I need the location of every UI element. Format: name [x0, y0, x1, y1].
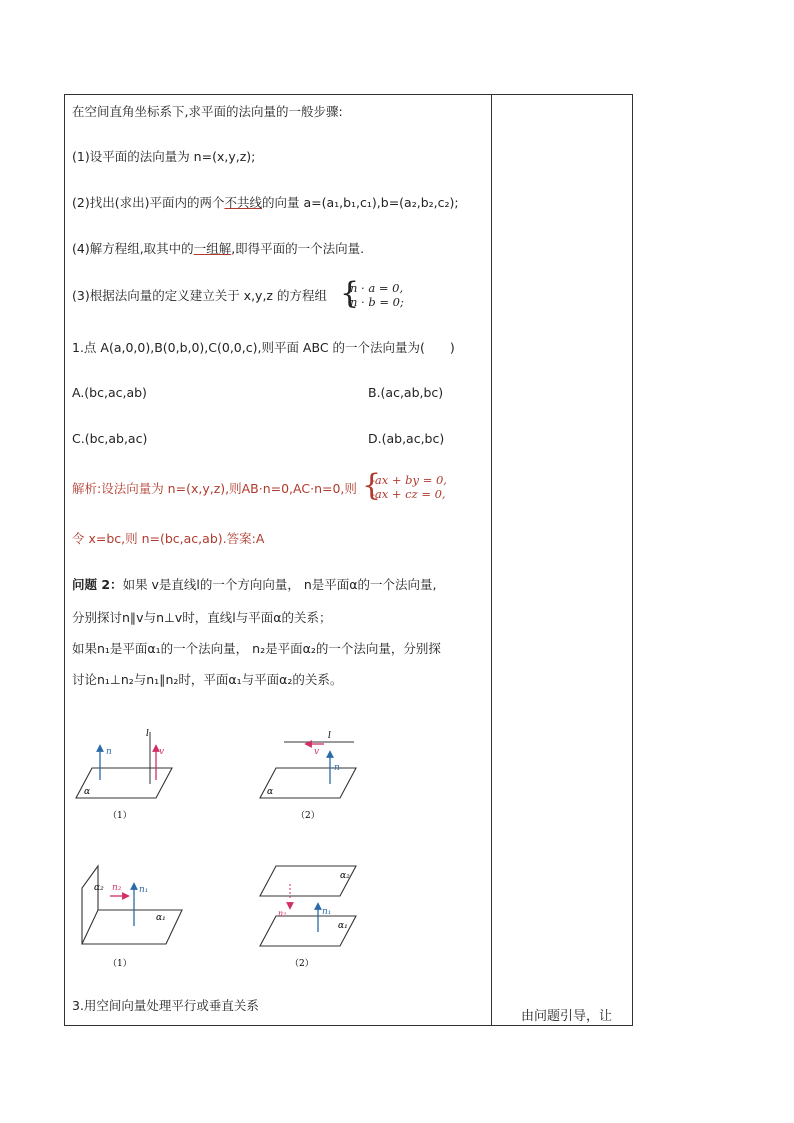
fig3-n1-label: n₁: [139, 885, 149, 895]
option-b: B.(ac,ab,bc): [368, 385, 444, 400]
fig1-v-label: v: [159, 747, 165, 757]
fig1-caption: （1）: [108, 811, 132, 821]
fig3-caption: （1）: [108, 959, 132, 969]
fig4-alpha1-label: α₁: [338, 921, 348, 931]
fig3-n2-label: n₂: [112, 883, 122, 893]
step-3: (3)根据法向量的定义建立关于 x,y,z 的方程组: [72, 288, 327, 303]
step-4: (4)解方程组,取其中的一组解,即得平面的一个法向量.: [72, 241, 365, 256]
problem-2-line-1: 问题 2：如果 v是直线l的一个方向向量， n是平面α的一个法向量,: [72, 577, 437, 592]
step-2: (2)找出(求出)平面内的两个不共线的向量 a=(a₁,b₁,c₁),b=(a₂,b₂,c₂);: [72, 195, 459, 210]
fig4-caption: （2）: [290, 959, 314, 969]
problem-2-line-2: 分别探讨n∥v与n⊥v时，直线l与平面α的关系；: [72, 610, 332, 625]
steps-intro: 在空间直角坐标系下,求平面的法向量的一般步骤:: [72, 104, 343, 119]
solution-brace: {: [362, 468, 382, 503]
question-1-stem: 1.点 A(a,0,0),B(0,b,0),C(0,0,c),则平面 ABC 的一个法向量为( ): [72, 340, 455, 355]
solution-line-2: 令 x=bc,则 n=(bc,ac,ab).答案:A: [72, 531, 265, 546]
fig3-alpha1-label: α₁: [156, 913, 166, 923]
solution-equations: -ax + by = 0, -ax + cz = 0,: [371, 473, 447, 501]
fig2-n-label: n: [334, 763, 340, 773]
figure-planes-perpendicular: [82, 866, 182, 969]
solution-line-1: 解析:设法向量为 n=(x,y,z),则AB·n=0,AC·n=0,则: [72, 481, 357, 496]
fig2-l-label: l: [328, 731, 331, 741]
section-3-heading: 3.用空间向量处理平行或垂直关系: [72, 998, 259, 1013]
column-divider: [491, 94, 492, 1026]
brace-symbol: {: [340, 276, 360, 311]
side-note: 由问题引导，让: [521, 1009, 613, 1024]
figure-planes-parallel: [260, 866, 356, 969]
problem-2-line-4: 讨论n₁⊥n₂与n₁∥n₂时，平面α₁与平面α₂的关系。: [72, 672, 343, 687]
figure-line-perpendicular: [260, 731, 356, 821]
option-c: C.(bc,ab,ac): [72, 431, 148, 446]
fig1-alpha-label: α: [84, 787, 91, 797]
option-d: D.(ab,ac,bc): [368, 431, 445, 446]
equation-system-1: n · a = 0, n · b = 0;: [350, 281, 404, 309]
fig4-n2-label: n₂: [278, 909, 287, 918]
fig1-n-label: n: [106, 747, 112, 757]
step-1: (1)设平面的法向量为 n=(x,y,z);: [72, 149, 256, 164]
geometry-figures: [64, 720, 394, 980]
fig3-alpha2-label: α₂: [94, 883, 104, 893]
fig2-alpha-label: α: [267, 787, 274, 797]
fig4-alpha2-label: α₂: [340, 871, 350, 881]
fig4-n1-label: n₁: [322, 907, 332, 917]
option-a: A.(bc,ac,ab): [72, 385, 147, 400]
figure-line-parallel: [76, 729, 172, 821]
fig2-v-label: v: [314, 747, 320, 757]
problem-2-line-3: 如果n₁是平面α₁的一个法向量， n₂是平面α₂的一个法向量，分别探: [72, 641, 441, 656]
fig1-l-label: l: [146, 729, 149, 739]
fig2-caption: （2）: [296, 811, 320, 821]
